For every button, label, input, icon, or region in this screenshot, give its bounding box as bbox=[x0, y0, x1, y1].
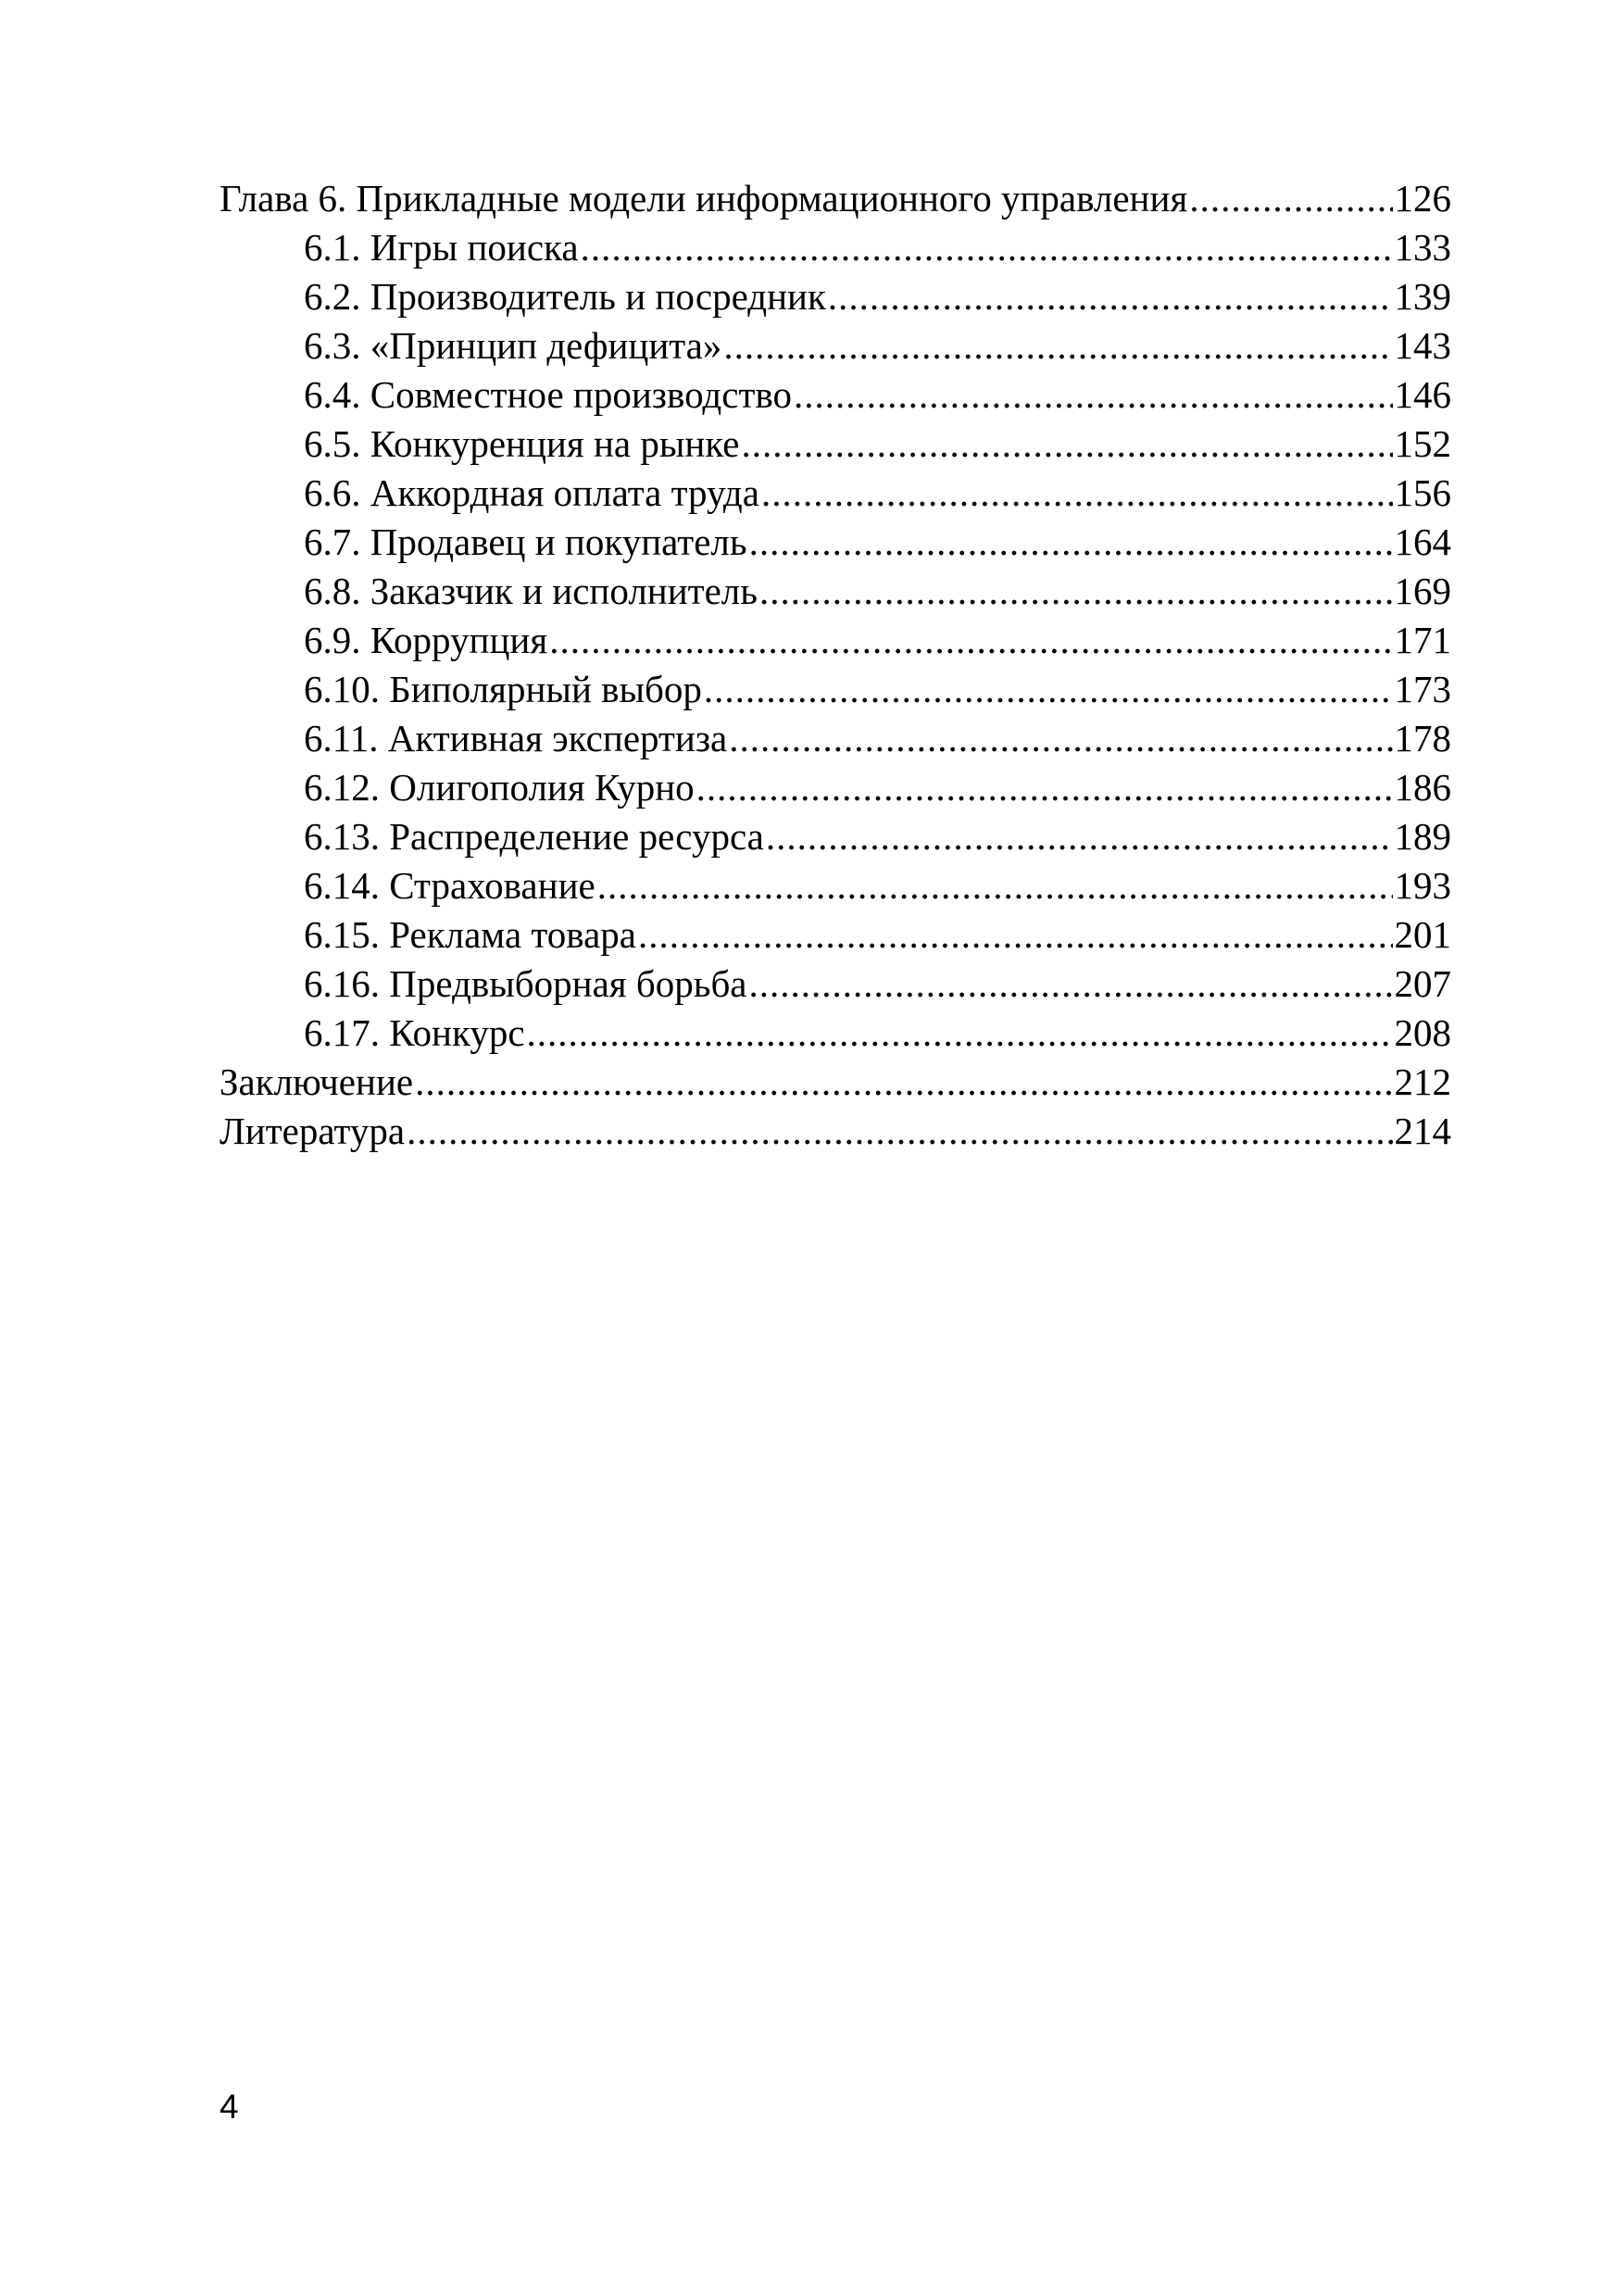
toc-entry-chapter-6[interactable] bbox=[219, 174, 1451, 223]
toc-entry-page: 193 bbox=[1394, 864, 1451, 907]
toc-entry-6-3[interactable] bbox=[219, 321, 1451, 370]
toc-entry-page: 152 bbox=[1394, 422, 1451, 465]
toc-entry-page: 139 bbox=[1394, 275, 1451, 318]
toc-entry-page: 156 bbox=[1394, 471, 1451, 514]
toc-entry-title: 6.12. Олигополия Курно bbox=[304, 766, 695, 809]
toc-entry-6-1[interactable] bbox=[219, 223, 1451, 272]
toc-dot-leader bbox=[741, 420, 1392, 469]
toc-entry-page: 189 bbox=[1394, 815, 1451, 858]
toc-entry-page: 126 bbox=[1394, 177, 1451, 220]
toc-entry-page: 169 bbox=[1394, 570, 1451, 612]
toc-dot-leader bbox=[723, 321, 1392, 370]
toc-entry-title: 6.4. Совместное производство bbox=[304, 373, 792, 416]
toc-entry-page: 201 bbox=[1394, 913, 1451, 956]
toc-dot-leader bbox=[704, 665, 1393, 714]
toc-entry-literature[interactable] bbox=[219, 1107, 1451, 1156]
toc-entry-6-16[interactable] bbox=[219, 960, 1451, 1009]
page-number: 4 bbox=[219, 2088, 239, 2126]
toc-entry-title: 6.16. Предвыборная борьба bbox=[304, 962, 747, 1005]
toc-dot-leader bbox=[794, 370, 1393, 420]
toc-dot-leader bbox=[696, 763, 1393, 812]
toc-entry-6-9[interactable] bbox=[219, 616, 1451, 665]
toc-entry-page: 207 bbox=[1394, 962, 1451, 1005]
toc-dot-leader bbox=[407, 1107, 1392, 1156]
toc-entry-6-12[interactable] bbox=[219, 763, 1451, 812]
toc-entry-title: 6.17. Конкурс bbox=[304, 1011, 525, 1054]
toc-entry-6-13[interactable] bbox=[219, 812, 1451, 861]
toc-entry-page: 146 bbox=[1394, 373, 1451, 416]
toc-entry-page: 214 bbox=[1394, 1110, 1451, 1152]
toc-dot-leader bbox=[597, 861, 1393, 910]
toc-dot-leader bbox=[638, 910, 1393, 960]
toc-entry-title: Заключение bbox=[219, 1060, 414, 1103]
toc-entry-6-17[interactable] bbox=[219, 1009, 1451, 1058]
toc-entry-6-7[interactable] bbox=[219, 518, 1451, 567]
toc-entry-title: 6.7. Продавец и покупатель bbox=[304, 521, 747, 563]
toc-dot-leader bbox=[415, 1058, 1392, 1107]
toc-entry-title: 6.2. Производитель и посредник bbox=[304, 275, 826, 318]
toc-entry-page: 133 bbox=[1394, 226, 1451, 269]
toc-dot-leader bbox=[749, 518, 1393, 567]
toc-entry-title: 6.6. Аккордная оплата труда bbox=[304, 471, 759, 514]
toc-entry-title: 6.3. «Принцип дефицита» bbox=[304, 324, 722, 367]
toc-entry-title: Литература bbox=[219, 1110, 406, 1152]
toc-dot-leader bbox=[759, 567, 1393, 616]
toc-entry-title: Глава 6. Прикладные модели информационного управления bbox=[219, 177, 1188, 220]
toc-dot-leader bbox=[581, 223, 1393, 272]
toc-entry-conclusion[interactable] bbox=[219, 1058, 1451, 1107]
table-of-contents bbox=[219, 174, 1451, 1156]
toc-entry-title: 6.13. Распределение ресурса bbox=[304, 815, 764, 858]
toc-dot-leader bbox=[729, 714, 1392, 763]
toc-entry-6-15[interactable] bbox=[219, 910, 1451, 960]
toc-entry-6-6[interactable] bbox=[219, 469, 1451, 518]
toc-dot-leader bbox=[828, 272, 1393, 321]
toc-entry-title: 6.1. Игры поиска bbox=[304, 226, 579, 269]
toc-entry-6-8[interactable] bbox=[219, 567, 1451, 616]
toc-entry-6-5[interactable] bbox=[219, 420, 1451, 469]
toc-entry-title: 6.14. Страхование bbox=[304, 864, 595, 907]
toc-entry-page: 186 bbox=[1394, 766, 1451, 809]
toc-entry-page: 171 bbox=[1394, 619, 1451, 661]
toc-entry-6-10[interactable] bbox=[219, 665, 1451, 714]
toc-entry-6-14[interactable] bbox=[219, 861, 1451, 910]
toc-entry-page: 164 bbox=[1394, 521, 1451, 563]
toc-entry-title: 6.15. Реклама товара bbox=[304, 913, 636, 956]
toc-entry-title: 6.9. Коррупция bbox=[304, 619, 548, 661]
toc-entry-page: 208 bbox=[1394, 1011, 1451, 1054]
toc-entry-title: 6.5. Конкуренция на рынке bbox=[304, 422, 740, 465]
toc-entry-6-2[interactable] bbox=[219, 272, 1451, 321]
toc-entry-6-4[interactable] bbox=[219, 370, 1451, 420]
toc-entry-6-11[interactable] bbox=[219, 714, 1451, 763]
toc-entry-page: 178 bbox=[1394, 717, 1451, 759]
toc-dot-leader bbox=[749, 960, 1393, 1009]
toc-entry-page: 212 bbox=[1394, 1060, 1451, 1103]
toc-dot-leader bbox=[1189, 174, 1392, 223]
toc-dot-leader bbox=[766, 812, 1393, 861]
toc-entry-page: 173 bbox=[1394, 668, 1451, 710]
toc-entry-page: 143 bbox=[1394, 324, 1451, 367]
toc-dot-leader bbox=[527, 1009, 1393, 1058]
toc-entry-title: 6.11. Активная экспертиза bbox=[304, 717, 728, 759]
toc-dot-leader bbox=[549, 616, 1392, 665]
toc-entry-title: 6.10. Биполярный выбор bbox=[304, 668, 702, 710]
toc-entry-title: 6.8. Заказчик и исполнитель bbox=[304, 570, 758, 612]
toc-dot-leader bbox=[761, 469, 1393, 518]
